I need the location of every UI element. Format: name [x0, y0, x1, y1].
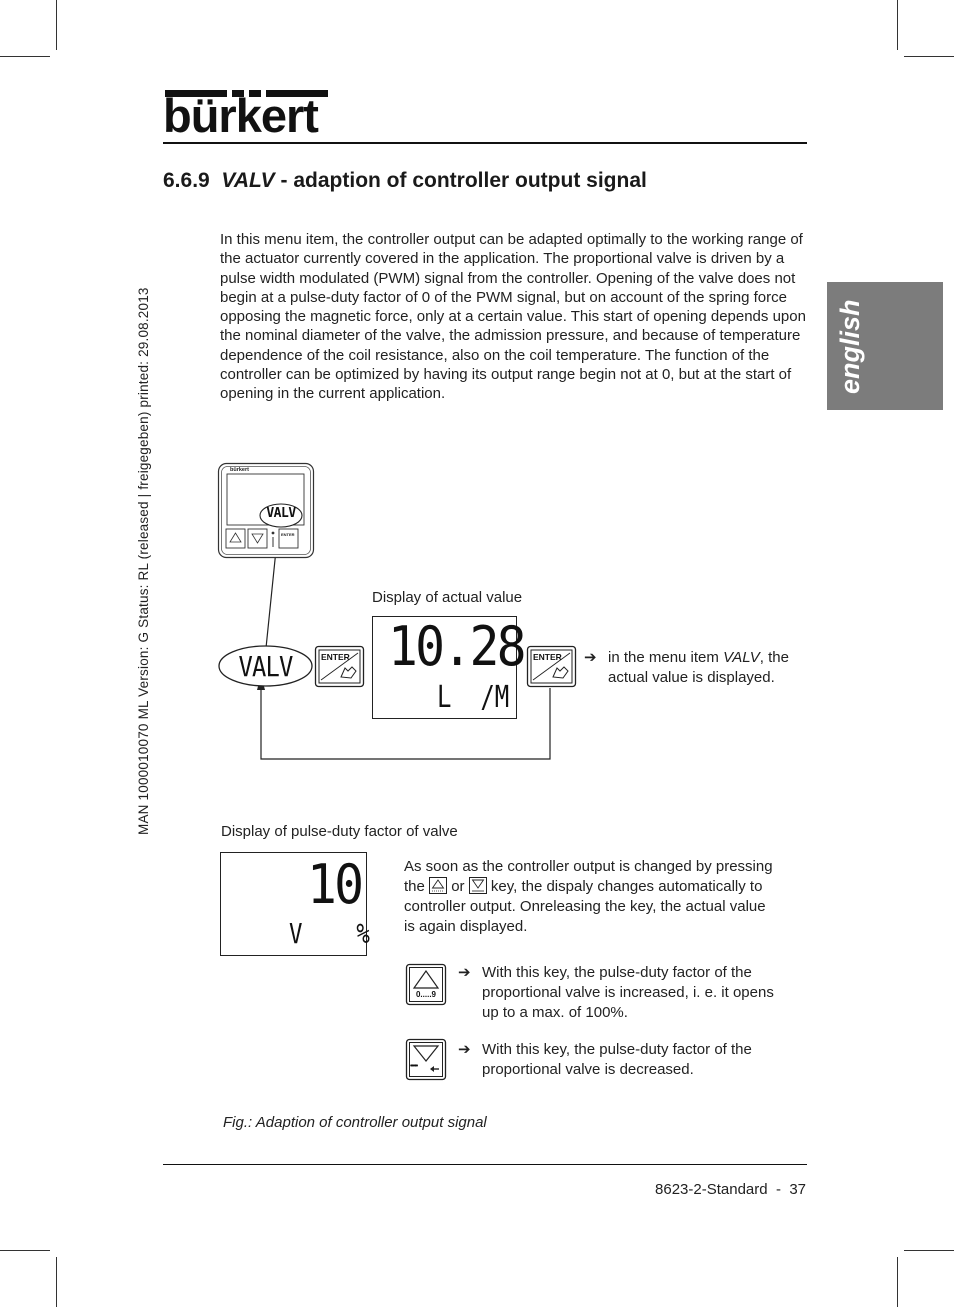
pulse-duty-unit: V % — [289, 917, 370, 950]
enter-note-suffix: , the — [759, 649, 789, 666]
footer-separator: - — [775, 1181, 781, 1198]
enter-note-line2: actual value is displayed. — [608, 669, 775, 686]
arrow-icon: ➔ — [458, 964, 471, 981]
enter-note — [584, 648, 809, 690]
change-line-2a: the — [404, 878, 430, 895]
change-line-2c: key, the dispaly changes automatically to — [486, 878, 763, 895]
enter-note-keyword: VALV — [723, 649, 760, 666]
section-title: - adaption of controller output signal — [274, 169, 647, 192]
change-line-4: is again displayed. — [404, 918, 528, 935]
down-key-icon[interactable] — [406, 1039, 446, 1080]
page-number: 37 — [789, 1181, 806, 1198]
change-line-3: controller output. Onreleasing the key, the actual value — [404, 898, 766, 915]
footer-rule — [163, 1164, 807, 1165]
section-number: 6.6.9 — [163, 169, 210, 192]
enter-note-prefix: in the menu item — [608, 649, 724, 666]
up-key-note — [458, 963, 810, 1025]
down-note-line-2: proportional valve is decreased. — [482, 1061, 694, 1078]
svg-text:ENTER: ENTER — [281, 532, 295, 537]
pulse-duty-readout: 10 — [307, 853, 362, 916]
arrow-icon: ➔ — [458, 1041, 471, 1058]
footer-doc: 8623-2-Standard — [655, 1181, 768, 1198]
enter-key-label: ENTER — [321, 652, 350, 662]
enter-note-text — [608, 648, 789, 688]
change-line-1: As soon as the controller output is changed by pressing — [404, 858, 773, 875]
actual-value-readout: 10.28 — [388, 615, 524, 678]
figure-caption: Fig.: Adaption of controller output signal — [223, 1114, 487, 1131]
brand-logo: bürkert — [163, 89, 318, 142]
page-footer — [655, 1181, 806, 1198]
change-line-2 — [404, 877, 808, 897]
actual-value-label: Display of actual value — [372, 589, 523, 606]
intro-text: In this menu item, the controller output can be adapted optimally to the working range of the actuator currently covered in the application. The proportional valve is driven by a pulse width modulated (PWM) signal from the controller. Opening of the valve does not begin at a pulse-duty factor of 0 of the PWM signal, but on account of the spring force opposing the magnetic force, only at a certain value. This start of opening depends upon the nominal diameter of the valve, the admission pressure, and because of temperature dependence of the coil resistance, also on the coil temperature. The function of the controller can be optimized by having its output range begin not at 0, but at the start of opening in the current application. — [220, 231, 806, 403]
menu-item-text: VALV — [238, 650, 293, 683]
down-note-line-1: With this key, the pulse-duty factor of the — [482, 1041, 752, 1058]
down-key-note — [458, 1040, 810, 1082]
device-display-text: VALV — [266, 506, 296, 521]
actual-value-unit: L /M — [437, 680, 510, 715]
document-status-sidebar: MAN 1000010070 ML Version: G Status: RL (released | freigegeben) printed: 29.08.2013 — [136, 287, 151, 835]
up-note-line-3: up to a max. of 100%. — [482, 1004, 628, 1021]
svg-text:bürkert: bürkert — [230, 467, 249, 473]
up-key-inline-icon — [429, 877, 447, 894]
enter-key-label: ENTER — [533, 652, 562, 662]
arrow-icon: ➔ — [584, 649, 597, 666]
section-keyword: VALV — [221, 169, 275, 192]
down-key-note-text — [482, 1040, 752, 1080]
up-key-note-text — [482, 963, 774, 1023]
pulse-duty-label: Display of pulse-duty factor of valve — [221, 823, 458, 840]
down-key-label: ••••• — [410, 1063, 418, 1070]
up-note-line-2: proportional valve is increased, i. e. it opens — [482, 984, 774, 1001]
change-line-2b: or — [447, 878, 469, 895]
change-paragraph — [404, 857, 808, 937]
up-note-line-1: With this key, the pulse-duty factor of the — [482, 964, 752, 981]
up-key-label: 0.....9 — [415, 990, 436, 999]
down-key-inline-icon — [469, 877, 487, 894]
language-tab-label: english — [835, 299, 865, 394]
